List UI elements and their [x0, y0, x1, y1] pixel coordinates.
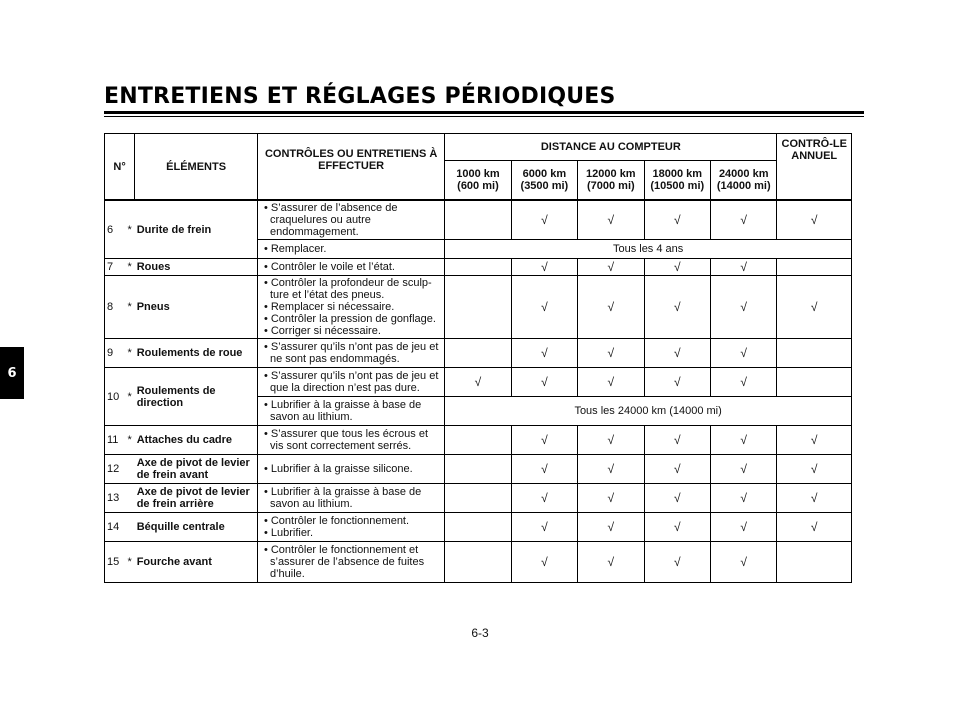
row-star: *: [125, 368, 135, 426]
header-elements: ÉLÉMENTS: [135, 134, 258, 201]
row-star: *: [125, 339, 135, 368]
header-km-24000: 24000 km (14000 mi): [710, 161, 776, 201]
check-mark: √: [511, 200, 577, 240]
check-mark: √: [644, 276, 710, 339]
maintenance-table: [104, 133, 852, 583]
check-mark: √: [644, 339, 710, 368]
row-item: Durite de frein: [135, 200, 258, 259]
check-mark: √: [578, 484, 644, 513]
operation: • S’assurer de l’absence de craquelures ou autre endommagement.: [260, 202, 442, 238]
row-star: [125, 484, 135, 513]
operation: • Lubrifier.: [260, 527, 442, 539]
check-mark: √: [578, 455, 644, 484]
table-row: [105, 200, 852, 240]
check-mark: √: [511, 426, 577, 455]
check-mark: √: [578, 542, 644, 583]
row-item: Roulements de direction: [135, 368, 258, 426]
operation: • Contrôler le fonctionnement et s’assurer de l’absence de fuites d’huile.: [260, 544, 442, 580]
page-number: 6-3: [471, 626, 489, 640]
check-mark: √: [578, 513, 644, 542]
interval-text: Tous les 24000 km (14000 mi): [445, 397, 852, 426]
check-mark: √: [644, 368, 710, 397]
header-no: N°: [105, 134, 135, 201]
operation: • Lubrifier à la graisse silicone.: [260, 463, 442, 475]
check-mark: √: [777, 455, 852, 484]
row-item: Pneus: [135, 276, 258, 339]
row-number: 7: [105, 259, 125, 276]
row-item: Roues: [135, 259, 258, 276]
operation: • S’assurer qu’ils n’ont pas de jeu et que la direction n’est pas dure.: [260, 370, 442, 394]
row-star: [125, 513, 135, 542]
row-number: 15: [105, 542, 125, 583]
check-mark: √: [644, 259, 710, 276]
page-title: ENTRETIENS ET RÉGLAGES PÉRIODIQUES: [104, 84, 616, 109]
check-mark: √: [511, 368, 577, 397]
row-number: 10: [105, 368, 125, 426]
check-mark: √: [644, 542, 710, 583]
check-mark: √: [710, 513, 776, 542]
chapter-tab: 6: [0, 347, 24, 399]
check-mark: √: [777, 426, 852, 455]
check-mark: √: [777, 200, 852, 240]
check-mark: √: [777, 484, 852, 513]
check-mark: √: [710, 259, 776, 276]
check-mark: √: [710, 426, 776, 455]
row-star: *: [125, 259, 135, 276]
check-mark: √: [644, 455, 710, 484]
check-mark: √: [445, 368, 511, 397]
table-row: [105, 426, 852, 455]
check-mark: √: [511, 484, 577, 513]
operation: • Remplacer.: [260, 243, 442, 255]
check-mark: √: [644, 484, 710, 513]
check-mark: √: [710, 455, 776, 484]
table-row: [105, 542, 852, 583]
check-mark: √: [710, 339, 776, 368]
table-row: [105, 484, 852, 513]
check-mark: √: [578, 259, 644, 276]
check-mark: √: [777, 276, 852, 339]
check-mark: √: [644, 426, 710, 455]
check-mark: √: [511, 455, 577, 484]
row-number: 13: [105, 484, 125, 513]
check-mark: √: [710, 542, 776, 583]
header-km-18000: 18000 km (10500 mi): [644, 161, 710, 201]
title-rule-thin: [104, 116, 864, 117]
row-star: *: [125, 276, 135, 339]
check-mark: √: [710, 484, 776, 513]
header-distance: DISTANCE AU COMPTEUR: [445, 134, 777, 161]
header-checks: CONTRÔLES OU ENTRETIENS À EFFECTUER: [258, 134, 445, 201]
row-number: 12: [105, 455, 125, 484]
title-rule: [104, 111, 864, 114]
row-item: Axe de pivot de levier de frein avant: [135, 455, 258, 484]
operation: • Corriger si nécessaire.: [260, 325, 442, 337]
row-item: Axe de pivot de levier de frein arrière: [135, 484, 258, 513]
table-row: [105, 513, 852, 542]
check-mark: √: [511, 339, 577, 368]
row-number: 8: [105, 276, 125, 339]
row-item: Attaches du cadre: [135, 426, 258, 455]
operation: • Lubrifier à la graisse à base de savon au lithium.: [260, 399, 442, 423]
row-star: *: [125, 542, 135, 583]
operation: • Contrôler la pression de gonflage.: [260, 313, 442, 325]
operation: • Remplacer si nécessaire.: [260, 301, 442, 313]
table-row: [105, 455, 852, 484]
check-mark: √: [578, 426, 644, 455]
check-mark: √: [644, 513, 710, 542]
header-km-1000: 1000 km (600 mi): [445, 161, 511, 201]
table-row: [105, 276, 852, 339]
header-km-6000: 6000 km (3500 mi): [511, 161, 577, 201]
check-mark: √: [644, 200, 710, 240]
operation: • Contrôler le voile et l’état.: [260, 261, 442, 273]
operation: • S’assurer que tous les écrous et vis sont correctement serrés.: [260, 428, 442, 452]
row-number: 9: [105, 339, 125, 368]
row-item: Fourche avant: [135, 542, 258, 583]
row-item: Roulements de roue: [135, 339, 258, 368]
check-mark: √: [578, 276, 644, 339]
check-mark: √: [511, 542, 577, 583]
row-number: 14: [105, 513, 125, 542]
check-mark: √: [578, 200, 644, 240]
operation: • Lubrifier à la graisse à base de savon au lithium.: [260, 486, 442, 510]
row-item: Béquille centrale: [135, 513, 258, 542]
check-mark: √: [710, 200, 776, 240]
row-number: 6: [105, 200, 125, 259]
row-star: *: [125, 426, 135, 455]
table-row: [105, 259, 852, 276]
row-star: [125, 455, 135, 484]
check-mark: √: [578, 339, 644, 368]
table-row: [105, 368, 852, 397]
check-mark: √: [511, 513, 577, 542]
check-mark: √: [511, 259, 577, 276]
operation: • S’assurer qu’ils n’ont pas de jeu et ne sont pas endommagés.: [260, 341, 442, 365]
check-mark: √: [710, 368, 776, 397]
check-mark: √: [578, 368, 644, 397]
header-km-12000: 12000 km (7000 mi): [578, 161, 644, 201]
row-number: 11: [105, 426, 125, 455]
header-annual: CONTRÔ-LE ANNUEL: [777, 134, 852, 201]
row-star: *: [125, 200, 135, 259]
table-row: [105, 339, 852, 368]
check-mark: √: [710, 276, 776, 339]
operation: • Contrôler la profondeur de sculp-ture et l’état des pneus.: [260, 277, 442, 301]
check-mark: √: [511, 276, 577, 339]
interval-text: Tous les 4 ans: [445, 240, 852, 259]
check-mark: √: [777, 513, 852, 542]
operation: • Contrôler le fonctionnement.: [260, 515, 442, 527]
